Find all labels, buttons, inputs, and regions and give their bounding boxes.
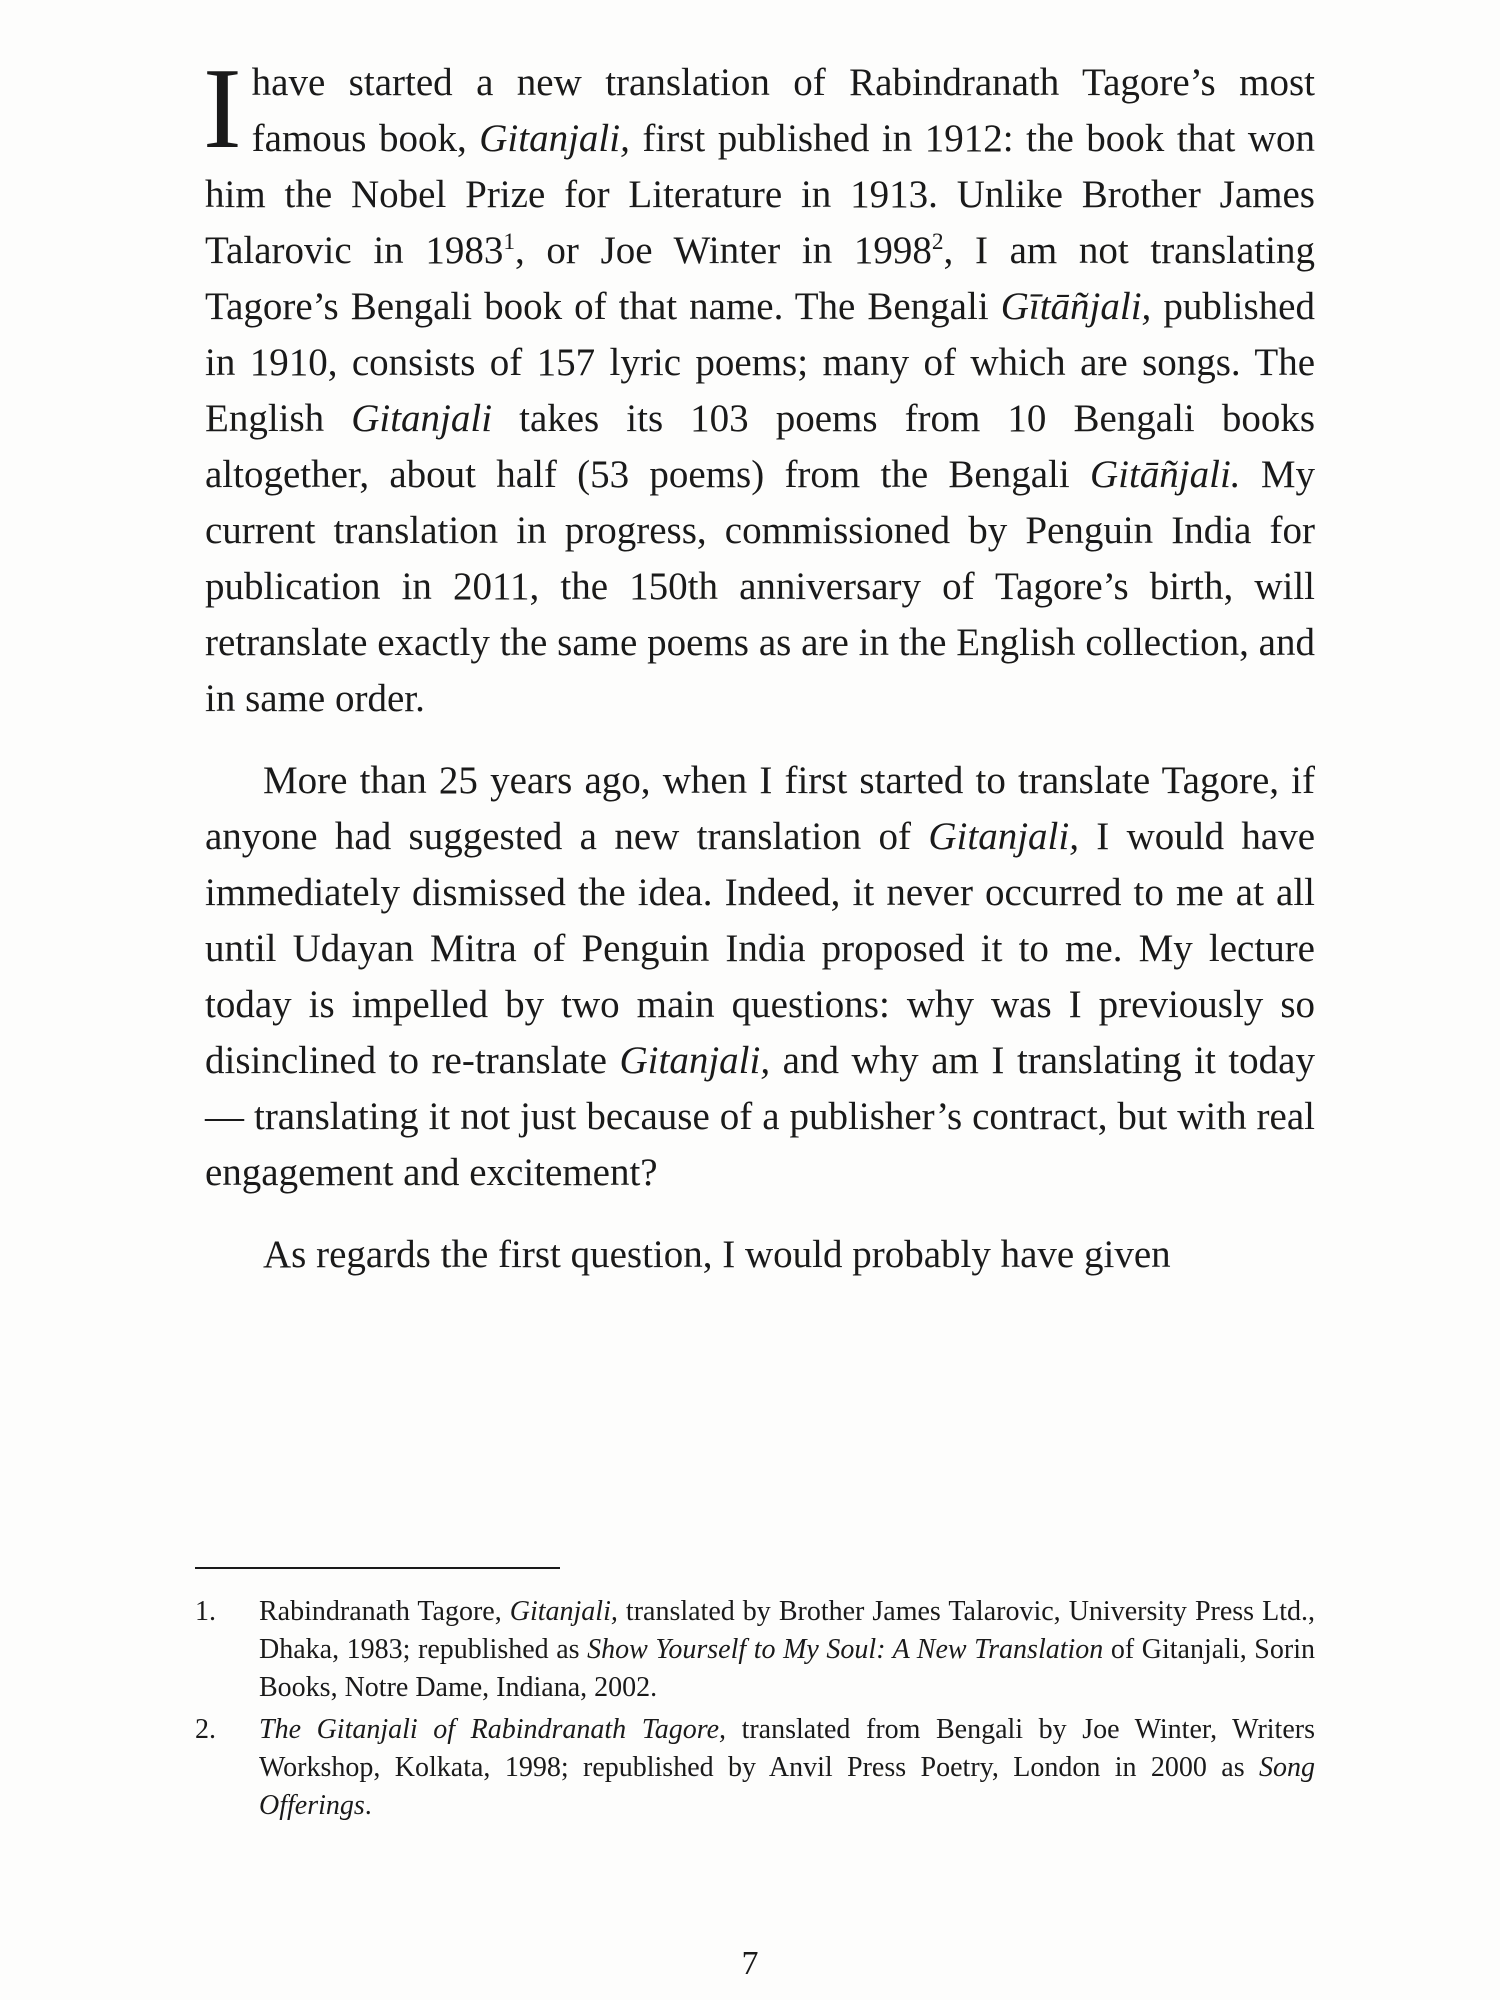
footnote-1 <box>195 1593 1315 1707</box>
italic-title: Gītāñjali, <box>1000 285 1152 328</box>
footnote-2 <box>195 1711 1315 1825</box>
text-span: I would have immediately dismissed the idea. Indeed, it never occurred to me at all until Udayan Mitra of Penguin India proposed it to me. My lecture today is impelled by two main questions: why was I previously so disinclined to re-translate <box>205 815 1316 1082</box>
footnote-number: 1. <box>195 1596 216 1627</box>
text-span: Rabindranath Tagore, <box>259 1596 510 1627</box>
text-span: have started a new translation of Rabindranath Tagore’s most famous book, <box>251 61 1315 160</box>
text-span: My current translation in progress, commissioned by Penguin India for publication in 2011, the 150th anniversary of Tagore’s birth, will retranslate exactly the same poems as are in the English collection, and in same order. <box>205 453 1315 720</box>
paragraph-1 <box>203 45 1316 727</box>
footnotes <box>195 1593 1315 1829</box>
text-span: published in 1910, consists of 157 lyric poems; many of which are songs. The English <box>205 285 1315 440</box>
footnote-divider <box>195 1567 560 1569</box>
footnote-ref-2: 2 <box>931 229 944 255</box>
italic-title: The Gitanjali of Rabindranath Tagore, <box>259 1714 727 1745</box>
text-span: . <box>364 1790 372 1821</box>
footnote-number: 2. <box>195 1714 216 1745</box>
italic-title: Gitanjali, <box>619 1039 771 1082</box>
italic-title: Gitāñjali. <box>1089 453 1241 496</box>
drop-cap: I <box>203 45 242 173</box>
italic-title: Gitanjali, <box>509 1596 618 1627</box>
italic-title: Gitanjali, <box>928 815 1079 858</box>
text-span: takes its 103 poems from 10 Bengali books altogether, about half (53 poems) from the Bengali <box>205 397 1315 496</box>
italic-title: Song Offerings <box>259 1752 1315 1821</box>
text-span: of Gitanjali, Sorin Books, Notre Dame, Indiana, 2002. <box>259 1634 1315 1703</box>
text-span: translated by Brother James Talarovic, University Press Ltd., Dhaka, 1983; republished as <box>259 1596 1315 1665</box>
italic-title: Gitanjali <box>351 397 493 440</box>
text-span: first published in 1912: the book that won him the Nobel Prize for Literature in 1913. Unlike Brother James Talarovic in 1983 <box>205 117 1316 272</box>
page-number: 7 <box>741 1945 759 1982</box>
footnote-ref-1: 1 <box>503 229 516 255</box>
text-span: , I am not translating Tagore’s Bengali book of that name. The Bengali <box>205 229 1315 328</box>
text-span: More than 25 years ago, when I first started to translate Tagore, if anyone had suggested a new translation of <box>205 759 1315 858</box>
italic-title: Show Yourself to My Soul: A New Translation <box>587 1634 1104 1665</box>
text-span: and why am I translating it today — translating it not just because of a publisher’s contract, but with real engagement and excitement? <box>205 1039 1315 1194</box>
text-span: As regards the first question, I would probably have given <box>263 1233 1171 1276</box>
text-span: , or Joe Winter in 1998 <box>515 229 932 272</box>
italic-title: Gitanjali, <box>479 117 630 160</box>
text-span: translated from Bengali by Joe Winter, Writers Workshop, Kolkata, 1998; republished by Anvil Press Poetry, London in 2000 as <box>259 1714 1315 1783</box>
paragraph-2 <box>205 753 1315 1201</box>
body-text <box>203 45 1316 1283</box>
paragraph-3 <box>205 1227 1315 1283</box>
